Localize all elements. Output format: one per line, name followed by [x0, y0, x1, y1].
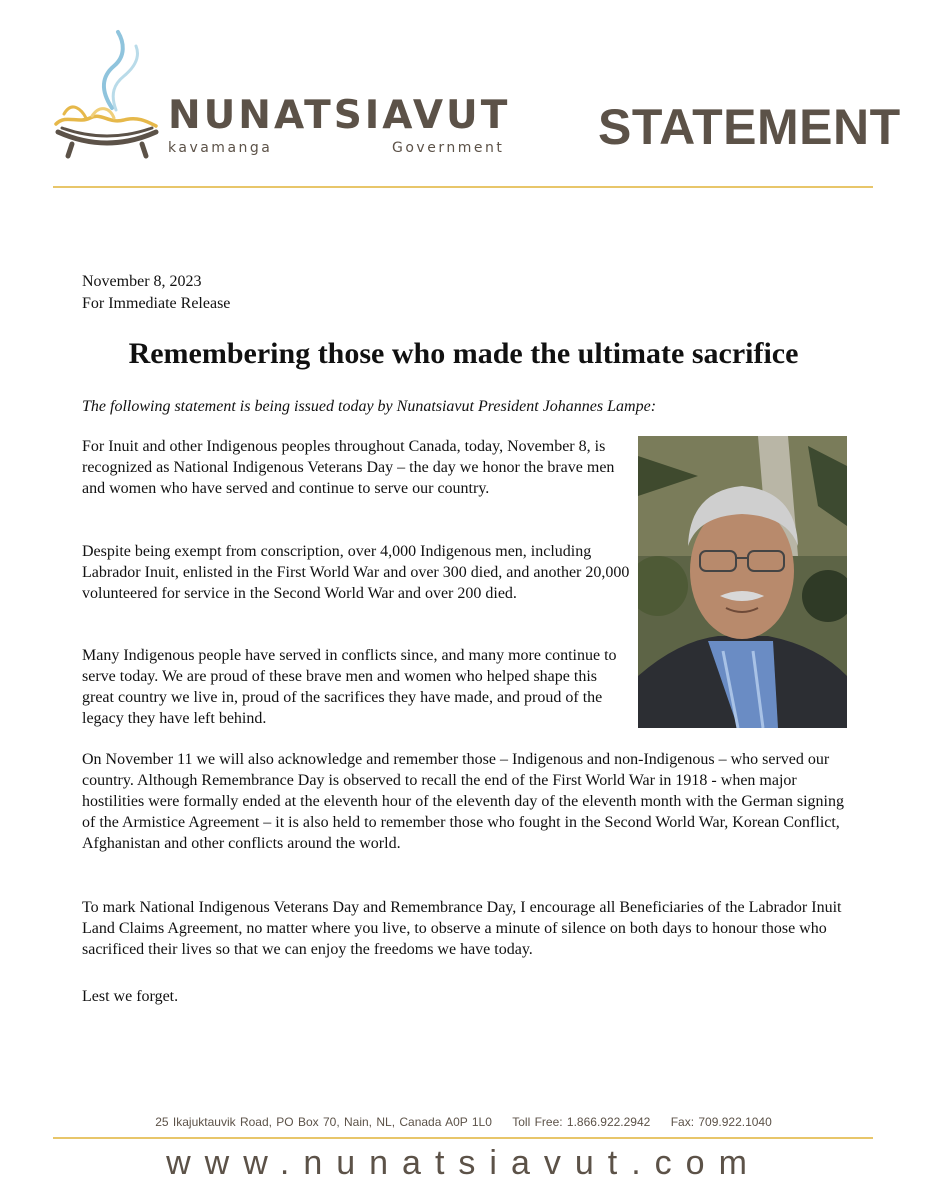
release-meta	[82, 271, 230, 315]
document-type-heading: STATEMENT	[598, 99, 901, 155]
body-paragraph: Many Indigenous people have served in conflicts since, and many more continue to serve today. We are proud of these brave men and women who helped shape this great country we live in, proud of the sacrifices they have made, and proud of the legacy they have left behind.	[82, 647, 617, 727]
statement-intro: The following statement is being issued today by Nunatsiavut President Johannes Lampe:	[82, 398, 657, 415]
footer-divider	[53, 1137, 873, 1139]
organization-subtitle-left: kavamanga	[168, 140, 273, 156]
body-paragraph: For Inuit and other Indigenous peoples throughout Canada, today, November 8, is recognized as National Indigenous Veterans Day – the day we honor the brave men and women who have served and continue to serve our country.	[82, 438, 615, 497]
statement-headline: Remembering those who made the ultimate sacrifice	[128, 337, 799, 370]
body-paragraph: To mark National Indigenous Veterans Day and Remembrance Day, I encourage all Beneficiaries of the Labrador Inuit Land Claims Agreement, no matter where you live, to observe a minute of silence on both days to honour those who sacrificed their lives so that we can enjoy the freedoms we have today.	[82, 899, 842, 958]
release-type: For Immediate Release	[82, 295, 231, 312]
header-divider	[53, 186, 873, 188]
president-portrait-photo	[638, 436, 847, 728]
footer-address: 25 Ikajuktauvik Road, PO Box 70, Nain, NL, Canada A0P 1L0	[155, 1115, 492, 1129]
body-paragraph: On November 11 we will also acknowledge and remember those – Indigenous and non-Indigenous – who served our country. Although Remembrance Day is observed to recall the end of the First World War in 1918 - when major hostilities were formally ended at the eleventh hour of the eleventh day of the eleventh month with the German signing of the Armistice Agreement – it is also held to remember those who fought in the Second World War, Korean Conflict, Afghanistan and other conflicts around the world.	[82, 751, 844, 852]
nunatsiavut-logo-icon	[52, 28, 162, 168]
organization-subtitle-right: Government	[392, 140, 505, 156]
footer-fax: Fax: 709.922.1040	[670, 1115, 772, 1129]
release-date: November 8, 2023	[82, 273, 202, 290]
body-paragraph: Despite being exempt from conscription, over 4,000 Indigenous men, including Labrador Inuit, enlisted in the First World War and over 300 died, and another 20,000 volunteered for service in the Second World War and over 200 died.	[82, 543, 630, 602]
footer-toll-free: Toll Free: 1.866.922.2942	[512, 1115, 651, 1129]
footer-website-link[interactable]: www.nunatsiavut.com	[166, 1144, 761, 1182]
body-paragraph: Lest we forget.	[82, 988, 179, 1005]
organization-name: NUNATSIAVUT	[168, 93, 511, 138]
footer-contact	[0, 1115, 927, 1129]
